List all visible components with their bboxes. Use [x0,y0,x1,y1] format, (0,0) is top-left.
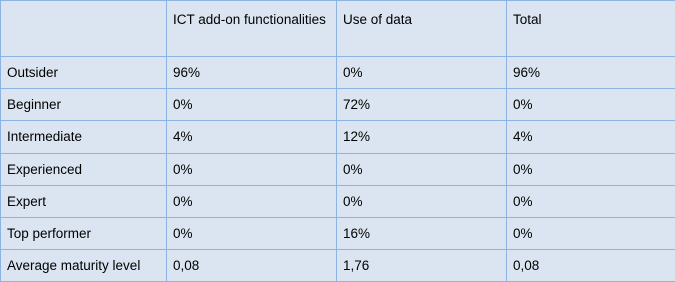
table-row [1,121,675,153]
table-cell: 4% [507,121,675,153]
table-cell: 1,76 [337,249,507,281]
table-cell: 0% [337,153,507,185]
table-row [1,89,675,121]
table-header-row [1,1,675,57]
row-label: Outsider [1,57,167,89]
table-cell: 0% [337,57,507,89]
header-cell-use-of-data: Use of data [337,1,507,57]
table-cell: 0% [507,89,675,121]
table-cell: 96% [167,57,337,89]
table-cell: 0% [507,217,675,249]
table-row [1,153,675,185]
table-row [1,185,675,217]
table-cell: 0% [507,153,675,185]
table-cell: 72% [337,89,507,121]
table-cell: 0% [167,89,337,121]
table-cell: 0% [167,185,337,217]
header-cell-empty [1,1,167,57]
table-cell: 0,08 [507,249,675,281]
table-cell: 4% [167,121,337,153]
row-label: Experienced [1,153,167,185]
row-label: Expert [1,185,167,217]
table-row [1,57,675,89]
row-label: Top performer [1,217,167,249]
table-row [1,249,675,281]
row-label: Beginner [1,89,167,121]
table-cell: 12% [337,121,507,153]
table-cell: 96% [507,57,675,89]
header-cell-total: Total [507,1,675,57]
table-cell: 0% [167,217,337,249]
table-row [1,217,675,249]
table-cell: 16% [337,217,507,249]
table-cell: 0,08 [167,249,337,281]
table-cell: 0% [337,185,507,217]
row-label: Intermediate [1,121,167,153]
table-cell: 0% [167,153,337,185]
row-label: Average maturity level [1,249,167,281]
header-cell-ict-add-on: ICT add-on functionalities [167,1,337,57]
table-cell: 0% [507,185,675,217]
